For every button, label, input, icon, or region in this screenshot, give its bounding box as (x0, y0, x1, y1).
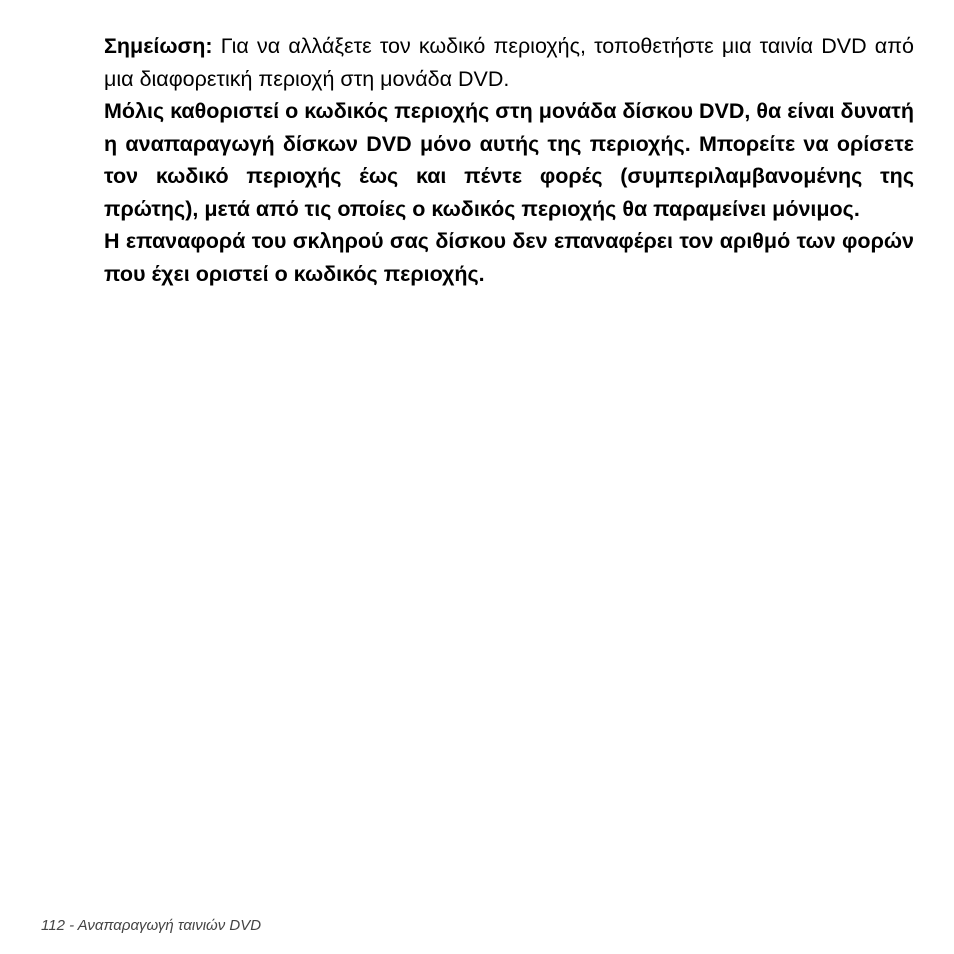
note-label: Σημείωση: (104, 34, 213, 58)
note-paragraph (104, 30, 914, 95)
region-code-limit-paragraph: Μόλις καθοριστεί ο κωδικός περιοχής στη μονάδα δίσκου DVD, θα είναι δυνατή η αναπαραγωγή δίσκων DVD μόνο αυτής της περιοχής. Μπορείτε να ορίσετε τον κωδικό περιοχής έως και πέντε φορές (συμπεριλαμβανομένης της πρώτης), μετά από τις οποίες ο κωδικός περιοχής θα παραμείνει μόνιμος. (104, 99, 914, 221)
hard-disk-reset-paragraph: Η επαναφορά του σκληρού σας δίσκου δεν επαναφέρει τον αριθμό των φορών που έχει οριστεί ο κωδικός περιοχής. (104, 229, 914, 286)
main-content (104, 30, 914, 290)
note-text: Για να αλλάξετε τον κωδικό περιοχής, τοποθετήστε μια ταινία DVD από μια διαφορετική περιοχή στη μονάδα DVD. (104, 34, 914, 91)
page-footer: 112 - Αναπαραγωγή ταινιών DVD (41, 917, 262, 934)
